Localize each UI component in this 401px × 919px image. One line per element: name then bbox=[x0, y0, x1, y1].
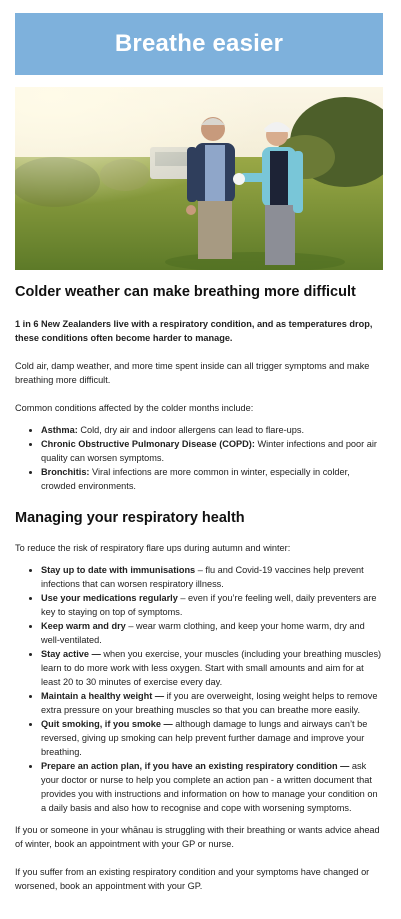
condition-term: Bronchitis: bbox=[41, 467, 90, 477]
list-item-quit-smoking bbox=[41, 717, 383, 759]
tip-term: Stay up to date with immunisations bbox=[41, 565, 196, 575]
list-item-stay-active bbox=[41, 647, 383, 689]
list-item-bronchitis bbox=[41, 465, 383, 493]
list-item-immunisations bbox=[41, 563, 383, 591]
condition-text: Cold, dry air and indoor allergens can lead to flare-ups. bbox=[77, 425, 305, 435]
reduce-risk-paragraph: To reduce the risk of respiratory flare ups during autumn and winter: bbox=[15, 543, 291, 553]
existing-condition-paragraph: If you suffer from an existing respiratory condition and your symptoms have changed or worsened, book an appointment with your GP. bbox=[15, 867, 370, 891]
condition-term: Asthma: bbox=[41, 425, 78, 435]
list-item-asthma bbox=[41, 423, 383, 437]
tip-text: – even if you’re feeling well, daily preventers are key to staying on top of symptoms. bbox=[41, 593, 377, 617]
tip-text: ask your doctor or nurse to help you complete an action pan - a written document that provides you with instructions and information on how to manage your condition on a daily basis and also how to recognise and cope with worsening symptoms. bbox=[41, 761, 378, 813]
tip-term: Use your medications regularly bbox=[41, 593, 178, 603]
banner-title: Breathe easier bbox=[114, 30, 284, 57]
tip-text: although damage to lungs and airways can’t be reversed, giving up smoking can help prevent further damage and improve your breathing. bbox=[41, 719, 368, 757]
list-item-medications bbox=[41, 591, 383, 619]
article-body bbox=[15, 283, 383, 893]
condition-text: Viral infections are more common in winter, especially in colder, crowded environments. bbox=[41, 467, 350, 491]
list-item-healthy-weight bbox=[41, 689, 383, 717]
list-item-action-plan bbox=[41, 759, 383, 815]
tip-text: – wear warm clothing, and keep your home warm, dry and well-ventilated. bbox=[41, 621, 365, 645]
cold-air-paragraph: Cold air, damp weather, and more time spent inside can all trigger symptoms and make breathing more difficult. bbox=[15, 361, 370, 385]
intro-paragraph: 1 in 6 New Zealanders live with a respiratory condition, and as temperatures drop, these conditions often become harder to manage. bbox=[15, 319, 373, 343]
tip-term: Maintain a healthy weight — bbox=[41, 691, 165, 701]
tip-term: Quit smoking, if you smoke — bbox=[41, 719, 173, 729]
list-item-copd bbox=[41, 437, 383, 465]
tip-term: Prepare an action plan, if you have an existing respiratory condition — bbox=[41, 761, 350, 771]
tip-term: Keep warm and dry bbox=[41, 621, 126, 631]
tip-text: if you are overweight, losing weight helps to remove extra pressure on your breathing muscles so that you can breathe more easily. bbox=[41, 691, 378, 715]
tip-text: when you exercise, your muscles (including your breathing muscles) learn to do more work with less oxygen. Start with small amounts and aim for at least 20 to 30 minutes of exercise every day. bbox=[41, 649, 382, 687]
list-item-keep-warm bbox=[41, 619, 383, 647]
header-banner bbox=[15, 13, 383, 75]
common-conditions-paragraph: Common conditions affected by the colder months include: bbox=[15, 403, 254, 413]
whanau-paragraph: If you or someone in your whānau is struggling with their breathing or wants advice ahead of winter, book an appointment with your GP or nurse. bbox=[15, 825, 380, 849]
conditions-list bbox=[15, 423, 383, 493]
golf-couple-illustration bbox=[15, 87, 383, 270]
condition-text: Winter infections and poor air quality can worsen symptoms. bbox=[41, 439, 377, 463]
tip-term: Stay active — bbox=[41, 649, 101, 659]
tips-list bbox=[15, 563, 383, 815]
section-heading-managing: Managing your respiratory health bbox=[15, 510, 245, 526]
section-heading-colder-weather: Colder weather can make breathing more difficult bbox=[15, 284, 356, 300]
tip-text: – flu and Covid-19 vaccines help prevent infections that can worsen respiratory illness. bbox=[41, 565, 364, 589]
hero-photo bbox=[15, 87, 383, 270]
condition-term: Chronic Obstructive Pulmonary Disease (COPD): bbox=[41, 439, 255, 449]
